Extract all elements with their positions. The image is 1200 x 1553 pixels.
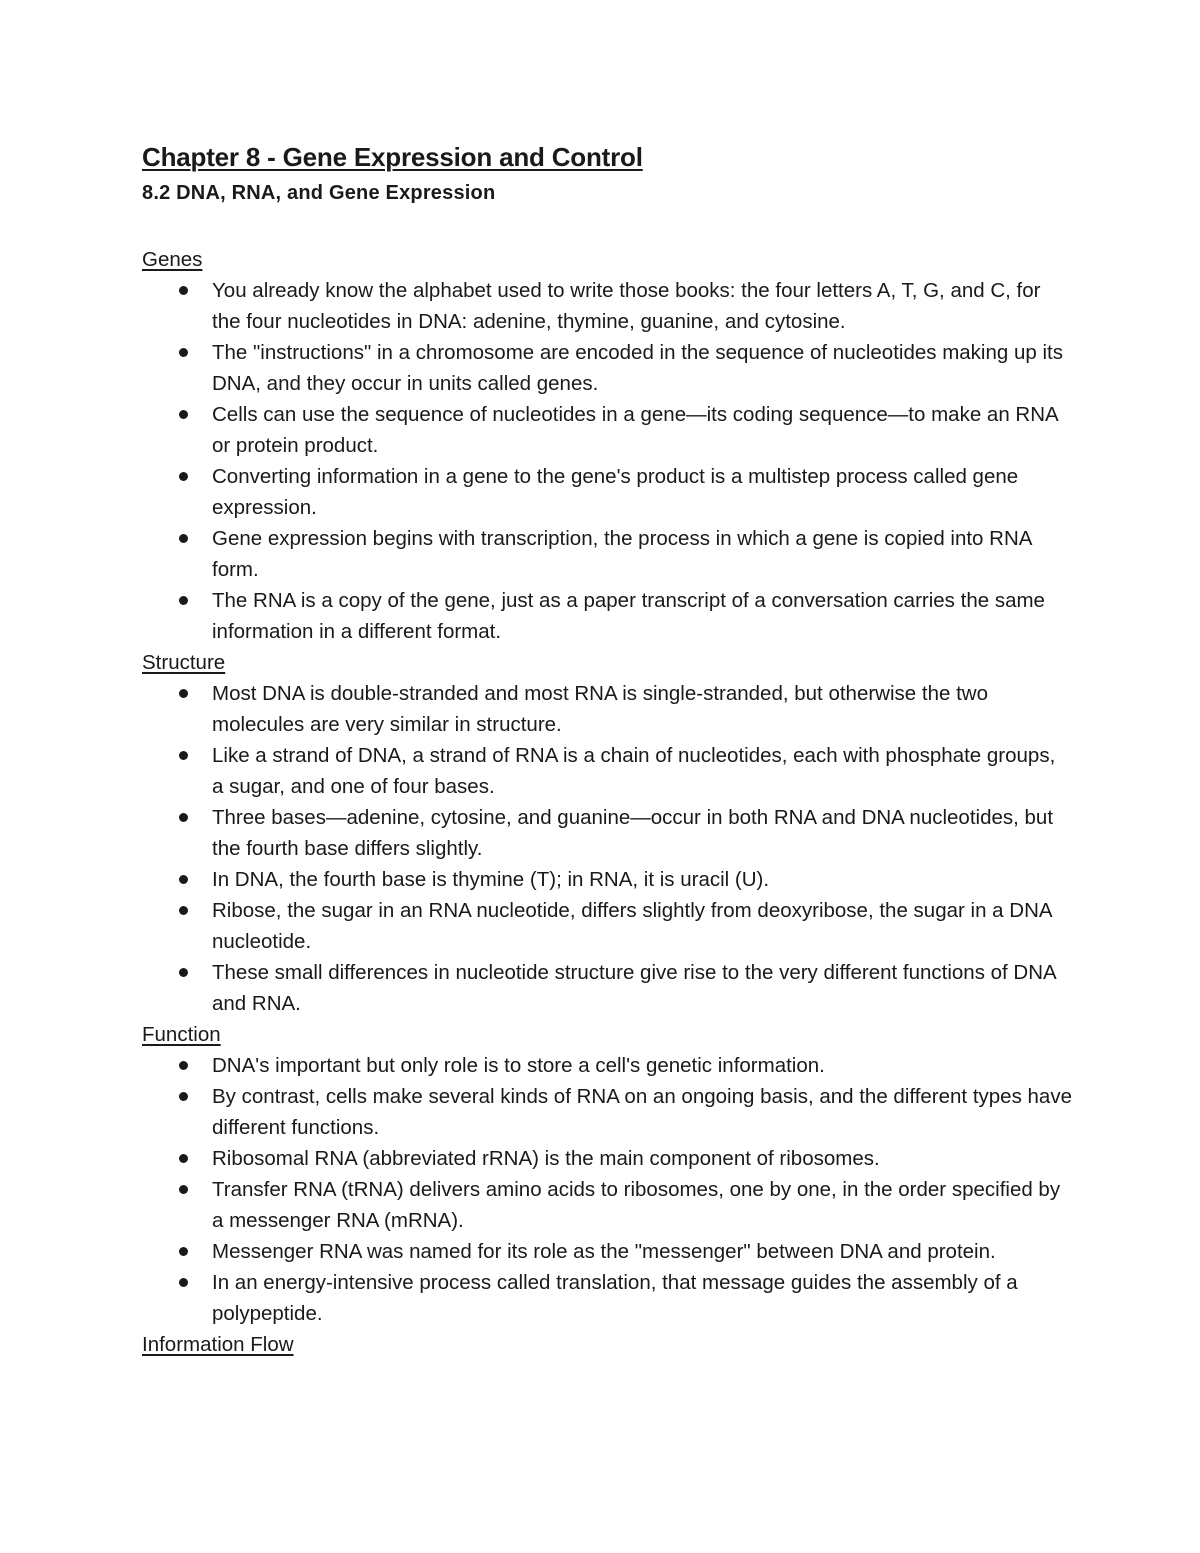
bullet-icon xyxy=(179,410,188,419)
list-item xyxy=(142,275,1072,337)
list-item-text: Cells can use the sequence of nucleotides in a gene—its coding sequence—to make an RNA or protein product. xyxy=(212,403,1058,457)
list-item-text: Converting information in a gene to the gene's product is a multistep process called gene expression. xyxy=(212,465,1019,519)
bullet-icon xyxy=(179,596,188,605)
function-list xyxy=(142,1050,1072,1329)
heading-structure: Structure xyxy=(142,651,226,674)
bullet-icon xyxy=(179,689,188,698)
list-item xyxy=(142,1174,1072,1236)
bullet-icon xyxy=(179,286,188,295)
list-item xyxy=(142,678,1072,740)
bullet-icon xyxy=(179,534,188,543)
structure-list xyxy=(142,678,1072,1019)
list-item xyxy=(142,585,1072,647)
list-item xyxy=(142,461,1072,523)
list-item-text: The RNA is a copy of the gene, just as a paper transcript of a conversation carries the same information in a different format. xyxy=(212,589,1045,643)
list-item xyxy=(142,957,1072,1019)
list-item xyxy=(142,399,1072,461)
bullet-icon xyxy=(179,348,188,357)
heading-function: Function xyxy=(142,1023,221,1046)
list-item xyxy=(142,1143,1072,1174)
bullet-icon xyxy=(179,1061,188,1070)
bullet-icon xyxy=(179,875,188,884)
chapter-title: Chapter 8 - Gene Expression and Control xyxy=(142,142,643,172)
list-item-text: Ribosomal RNA (abbreviated rRNA) is the main component of ribosomes. xyxy=(212,1147,880,1170)
list-item-text: Gene expression begins with transcription, the process in which a gene is copied into RNA form. xyxy=(212,527,1032,581)
bullet-icon xyxy=(179,1092,188,1101)
bullet-icon xyxy=(179,472,188,481)
list-item-text: Most DNA is double-stranded and most RNA is single-stranded, but otherwise the two molecules are very similar in structure. xyxy=(212,682,988,736)
list-item xyxy=(142,802,1072,864)
section-title: 8.2 DNA, RNA, and Gene Expression xyxy=(142,182,496,204)
genes-list xyxy=(142,275,1072,647)
bullet-icon xyxy=(179,1278,188,1287)
spacer xyxy=(142,208,1072,244)
heading-information-flow: Information Flow xyxy=(142,1333,294,1356)
bullet-icon xyxy=(179,1154,188,1163)
list-item xyxy=(142,523,1072,585)
list-item-text: Like a strand of DNA, a strand of RNA is a chain of nucleotides, each with phosphate groups, a sugar, and one of four bases. xyxy=(212,744,1056,798)
list-item-text: These small differences in nucleotide structure give rise to the very different functions of DNA and RNA. xyxy=(212,961,1056,1015)
bullet-icon xyxy=(179,1247,188,1256)
list-item-text: The "instructions" in a chromosome are encoded in the sequence of nucleotides making up its DNA, and they occur in units called genes. xyxy=(212,341,1063,395)
list-item-text: Messenger RNA was named for its role as the "messenger" between DNA and protein. xyxy=(212,1240,996,1263)
list-item xyxy=(142,895,1072,957)
list-item xyxy=(142,337,1072,399)
list-item-text: By contrast, cells make several kinds of RNA on an ongoing basis, and the different types have different functions. xyxy=(212,1085,1072,1139)
list-item-text: In DNA, the fourth base is thymine (T); in RNA, it is uracil (U). xyxy=(212,868,770,891)
list-item-text: Ribose, the sugar in an RNA nucleotide, differs slightly from deoxyribose, the sugar in a DNA nucleotide. xyxy=(212,899,1052,953)
list-item-text: You already know the alphabet used to write those books: the four letters A, T, G, and C, for the four nucleotides in DNA: adenine, thymine, guanine, and cytosine. xyxy=(212,279,1041,333)
list-item xyxy=(142,740,1072,802)
bullet-icon xyxy=(179,968,188,977)
list-item xyxy=(142,1081,1072,1143)
bullet-icon xyxy=(179,751,188,760)
heading-genes: Genes xyxy=(142,248,203,271)
bullet-icon xyxy=(179,813,188,822)
list-item-text: Transfer RNA (tRNA) delivers amino acids to ribosomes, one by one, in the order specified by a messenger RNA (mRNA). xyxy=(212,1178,1061,1232)
bullet-icon xyxy=(179,1185,188,1194)
list-item-text: Three bases—adenine, cytosine, and guanine—occur in both RNA and DNA nucleotides, but the fourth base differs slightly. xyxy=(212,806,1054,860)
bullet-icon xyxy=(179,906,188,915)
document-page xyxy=(142,138,1072,1360)
list-item-text: DNA's important but only role is to store a cell's genetic information. xyxy=(212,1054,825,1077)
list-item-text: In an energy-intensive process called translation, that message guides the assembly of a polypeptide. xyxy=(212,1271,1018,1325)
list-item xyxy=(142,1236,1072,1267)
list-item xyxy=(142,1050,1072,1081)
list-item xyxy=(142,864,1072,895)
list-item xyxy=(142,1267,1072,1329)
